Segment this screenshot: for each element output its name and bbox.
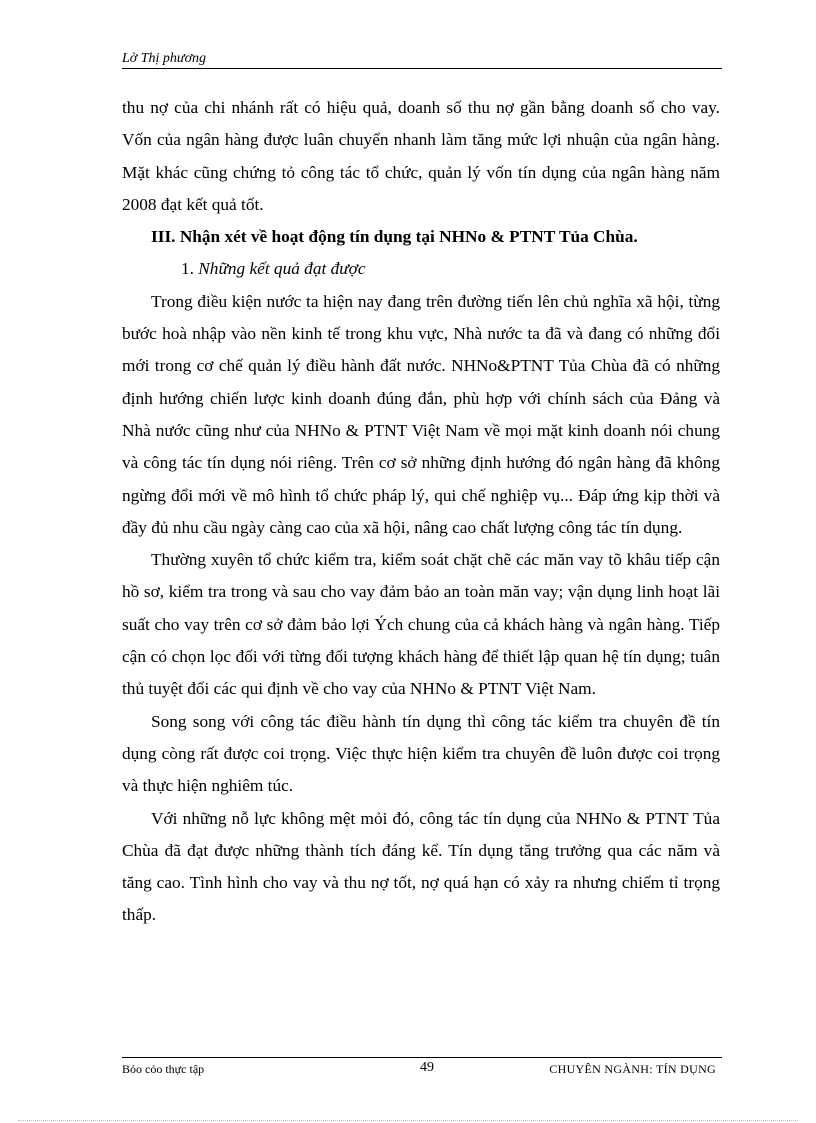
header-author: Lờ Thị phương bbox=[122, 51, 207, 66]
paragraph-4: Với những nỗ lực không mệt mỏi đó, công tác tín dụng của NHNo & PTNT Tủa Chùa đã đạt được những thành tích đáng kể. Tín dụng tăng trưởng qua các năm và tăng cao. Tình hình cho vay và thu nợ tốt, nợ quá hạn có xảy ra nhưng chiếm tỉ trọng thấp. bbox=[122, 808, 720, 925]
paragraph-2: Thường xuyên tổ chức kiểm tra, kiểm soát chặt chẽ các măn vay tõ khâu tiếp cận hồ sơ, kiểm tra trong và sau cho vay đảm bảo an toàn măn vay; vận dụng linh hoạt lãi suất cho vay trên cơ sở đảm bảo lợi Ých chung của cả khách hàng và ngân hàng. Tiếp cận có chọn lọc đối với từng đối tượng khách hàng để thiết lập quan hệ tín dụng; tuân thủ tuyệt đối các qui định về cho vay của NHNo & PTNT Việt Nam. bbox=[122, 550, 720, 699]
page-header bbox=[122, 50, 722, 69]
page-body bbox=[122, 92, 720, 932]
page-bottom-divider bbox=[18, 1120, 798, 1121]
paragraph-3: Song song với công tác điều hành tín dụng thì công tác kiểm tra chuyên đề tín dụng còng rất được coi trọng. Việc thực hiện kiểm tra chuyên đề luôn được coi trọng và thực hiện nghiêm túc. bbox=[122, 711, 720, 796]
subsection-number: 1. bbox=[181, 259, 199, 279]
page-footer bbox=[122, 1057, 722, 1080]
subsection-heading bbox=[122, 253, 720, 285]
page-number: 49 bbox=[420, 1060, 434, 1075]
footer-report-label: Bỏo cỏo thực tập bbox=[122, 1062, 205, 1076]
subsection-title: Những kết quả đạt được bbox=[198, 259, 366, 279]
footer-major-label: CHUYÊN NGÀNH: TÍN DỤNG bbox=[549, 1062, 716, 1076]
paragraph-1: Trong điều kiện nước ta hiện nay đang trên đường tiến lên chủ nghĩa xã hội, từng bước hoà nhập vào nền kinh tế trong khu vực, Nhà nước ta đã và đang có những đổi mới trong cơ chế quản lý điều hành đất nước. NHNo&PTNT Tủa Chùa đã có những định hướng chiến lược kinh doanh đúng đắn, phù hợp với chính sách của Đảng và Nhà nước cũng như của NHNo & PTNT Việt Nam về mọi mặt kinh doanh nói chung và công tác tín dụng nói riêng. Trên cơ sở những định hướng đó ngân hàng đã không ngừng đổi mới về mô hình tổ chức pháp lý, qui chế nghiệp vụ... Đáp ứng kịp thời và đầy đủ nhu cầu ngày càng cao của xã hội, nâng cao chất lượng công tác tín dụng. bbox=[122, 291, 720, 537]
paragraph-continuation: thu nợ của chi nhánh rất có hiệu quả, doanh số thu nợ gần bằng doanh số cho vay. Vốn của ngân hàng được luân chuyển nhanh làm tăng mức lợi nhuận của ngân hàng. Mặt khác cũng chứng tỏ công tác tổ chức, quản lý vốn tín dụng của ngân hàng năm 2008 đạt kết quả tốt. bbox=[122, 98, 720, 214]
section-heading: III. Nhận xét về hoạt động tín dụng tại NHNo & PTNT Tủa Chùa. bbox=[151, 227, 638, 247]
